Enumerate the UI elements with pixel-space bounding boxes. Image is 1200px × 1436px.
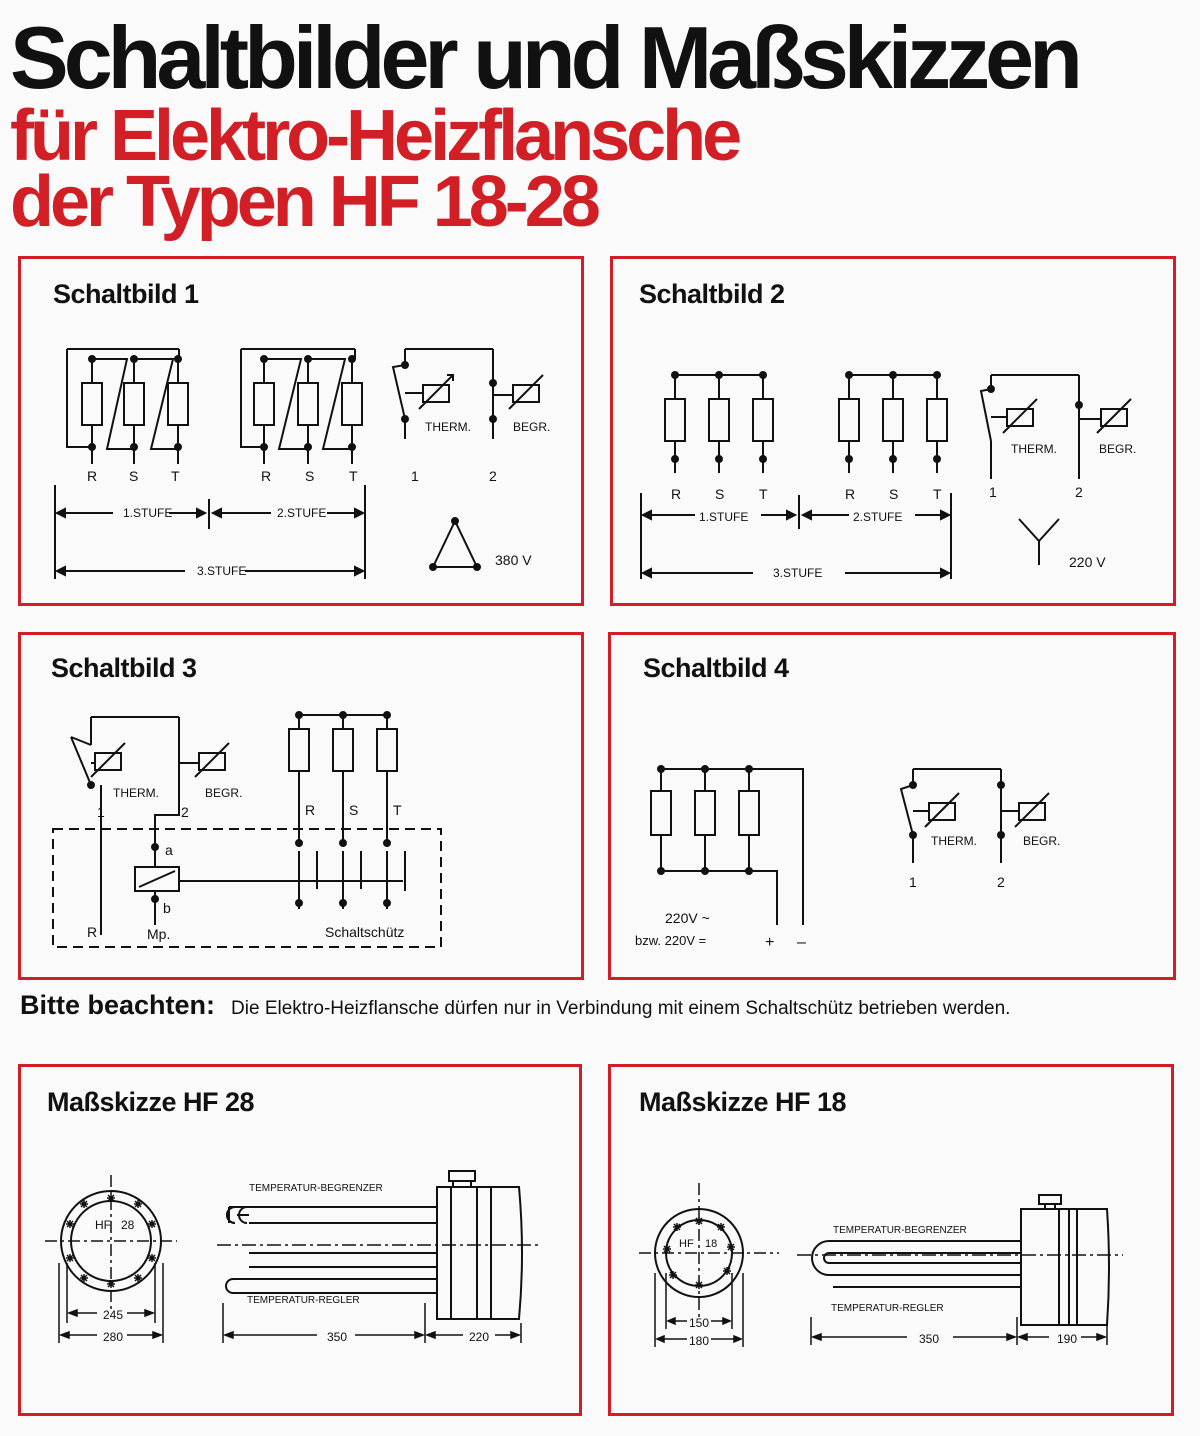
sb3-label-mp: Mp. xyxy=(147,926,171,942)
thermostat-limiter-circuit-4 xyxy=(901,769,1049,863)
hf28-limiter: TEMPERATUR-BEGRENZER xyxy=(249,1183,383,1194)
hf28-panel xyxy=(18,1064,582,1416)
sb2-therm: THERM. xyxy=(1011,442,1057,456)
stufe-1-resistors xyxy=(67,349,188,464)
sb1-label-s2: S xyxy=(305,468,315,484)
control-circuit xyxy=(71,717,229,935)
sb1-label-r: R xyxy=(87,468,98,484)
sb1-therm: THERM. xyxy=(425,420,471,434)
sb4-dc-voltage: bzw. 220V = xyxy=(635,933,707,948)
thermostat-limiter-circuit-2 xyxy=(981,375,1131,479)
hf28-dim-outer: 280 xyxy=(103,1330,124,1344)
hf18-limiter: TEMPERATUR-BEGRENZER xyxy=(833,1225,967,1236)
sb4-therm: THERM. xyxy=(931,834,977,848)
sb2-begr: BEGR. xyxy=(1099,442,1137,456)
schaltbild-1-panel xyxy=(18,256,584,606)
page-title: Schaltbilder und Maßskizzen xyxy=(10,8,1078,107)
sb2-terminal-1: 1 xyxy=(989,484,997,500)
sb2-label-r: R xyxy=(671,486,682,502)
hf18-flange-hf: HF xyxy=(679,1238,694,1250)
hf18-dim-head: 190 xyxy=(1057,1332,1078,1346)
sb2-label-t2: T xyxy=(933,486,942,502)
sb4-minus: – xyxy=(797,934,806,951)
sb3-therm: THERM. xyxy=(113,786,159,800)
hf18-dim-outer: 180 xyxy=(689,1334,710,1348)
sb1-label-s: S xyxy=(129,468,139,484)
sb2-terminal-2: 2 xyxy=(1075,484,1083,500)
sb3-label-r: R xyxy=(305,802,316,818)
schaltbild-3-title: Schaltbild 3 xyxy=(51,653,197,683)
sb3-label-s: S xyxy=(349,802,359,818)
hf28-dim-head: 220 xyxy=(469,1330,490,1344)
sb2-label-t: T xyxy=(759,486,768,502)
sb2-label-s2: S xyxy=(889,486,899,502)
sb4-plus: + xyxy=(765,934,775,951)
sb1-label-t: T xyxy=(171,468,180,484)
hf18-dim-inner: 150 xyxy=(689,1316,710,1330)
schaltbild-2-diagram xyxy=(613,259,1179,609)
star-group-1 xyxy=(665,372,773,473)
sb4-begr: BEGR. xyxy=(1023,834,1061,848)
note xyxy=(20,990,1010,1021)
star-symbol xyxy=(1019,519,1059,565)
page-subtitle-line1: für Elektro-Heizflansche xyxy=(10,96,739,176)
hf18-title: Maßskizze HF 18 xyxy=(639,1087,847,1117)
note-text: Die Elektro-Heizflansche dürfen nur in Verbindung mit einem Schaltschütz betrieben werden. xyxy=(231,998,1011,1019)
sb4-terminal-2: 2 xyxy=(997,874,1005,890)
schaltbild-1-diagram xyxy=(21,259,587,609)
hf18-dim-length: 350 xyxy=(919,1332,940,1346)
coil xyxy=(135,844,403,925)
schaltbild-3-diagram xyxy=(21,635,587,983)
hf28-regulator: TEMPERATUR-REGLER xyxy=(247,1295,360,1306)
schaltbild-1-title: Schaltbild 1 xyxy=(53,279,199,309)
sb1-stufe3: 3.STUFE xyxy=(197,564,247,578)
sb1-label-t2: T xyxy=(349,468,358,484)
sb3-coil-a: a xyxy=(165,842,173,858)
sb4-terminal-1: 1 xyxy=(909,874,917,890)
sb2-voltage: 220 V xyxy=(1069,554,1106,570)
heater-resistors xyxy=(651,766,803,925)
hf28-flange-front xyxy=(45,1175,177,1309)
sb3-terminal-2: 2 xyxy=(181,804,189,820)
hf28-flange-hf: HF xyxy=(95,1218,111,1232)
sb2-stufe3: 3.STUFE xyxy=(773,566,823,580)
sb3-label-r-bottom: R xyxy=(87,924,98,940)
sb2-label-r2: R xyxy=(845,486,856,502)
hf28-title: Maßskizze HF 28 xyxy=(47,1087,255,1117)
hf18-drawing xyxy=(611,1067,1177,1419)
note-label: Bitte beachten: xyxy=(20,990,216,1020)
delta-symbol xyxy=(433,521,477,567)
schaltbild-3-panel xyxy=(18,632,584,980)
hf28-dim-length: 350 xyxy=(327,1330,348,1344)
sb1-stufe1: 1.STUFE xyxy=(123,506,173,520)
hf18-flange-num: 18 xyxy=(705,1238,718,1250)
sb3-terminal-1: 1 xyxy=(97,804,105,820)
schaltbild-2-panel xyxy=(610,256,1176,606)
sb1-terminal-2: 2 xyxy=(489,468,497,484)
hf18-regulator: TEMPERATUR-REGLER xyxy=(831,1303,944,1314)
hf28-flange-num: 28 xyxy=(121,1218,135,1232)
sb3-contactor: Schaltschütz xyxy=(325,924,405,940)
hf18-flange-front xyxy=(639,1183,779,1317)
sb2-stufe1: 1.STUFE xyxy=(699,510,749,524)
sb2-stufe2: 2.STUFE xyxy=(853,510,903,524)
page-subtitle-line2: der Typen HF 18-28 xyxy=(10,162,597,242)
sb1-voltage: 380 V xyxy=(495,552,532,568)
sb1-terminal-1: 1 xyxy=(411,468,419,484)
hf18-panel xyxy=(608,1064,1174,1416)
hf28-drawing xyxy=(21,1067,585,1419)
schaltbild-4-panel xyxy=(608,632,1176,980)
sb4-ac-voltage: 220V ~ xyxy=(665,910,710,926)
schaltbild-4-title: Schaltbild 4 xyxy=(643,653,789,683)
sb3-begr: BEGR. xyxy=(205,786,243,800)
sb1-stufe2: 2.STUFE xyxy=(277,506,327,520)
star-group-2 xyxy=(839,372,947,473)
hf28-dim-inner: 245 xyxy=(103,1308,124,1322)
schaltbild-4-diagram xyxy=(611,635,1179,983)
stufe-2-resistors xyxy=(241,349,362,464)
sb2-label-s: S xyxy=(715,486,725,502)
sb3-coil-b: b xyxy=(163,900,171,916)
sb3-label-t: T xyxy=(393,802,402,818)
sb1-begr: BEGR. xyxy=(513,420,551,434)
sb1-label-r2: R xyxy=(261,468,272,484)
schaltbild-2-title: Schaltbild 2 xyxy=(639,279,785,309)
